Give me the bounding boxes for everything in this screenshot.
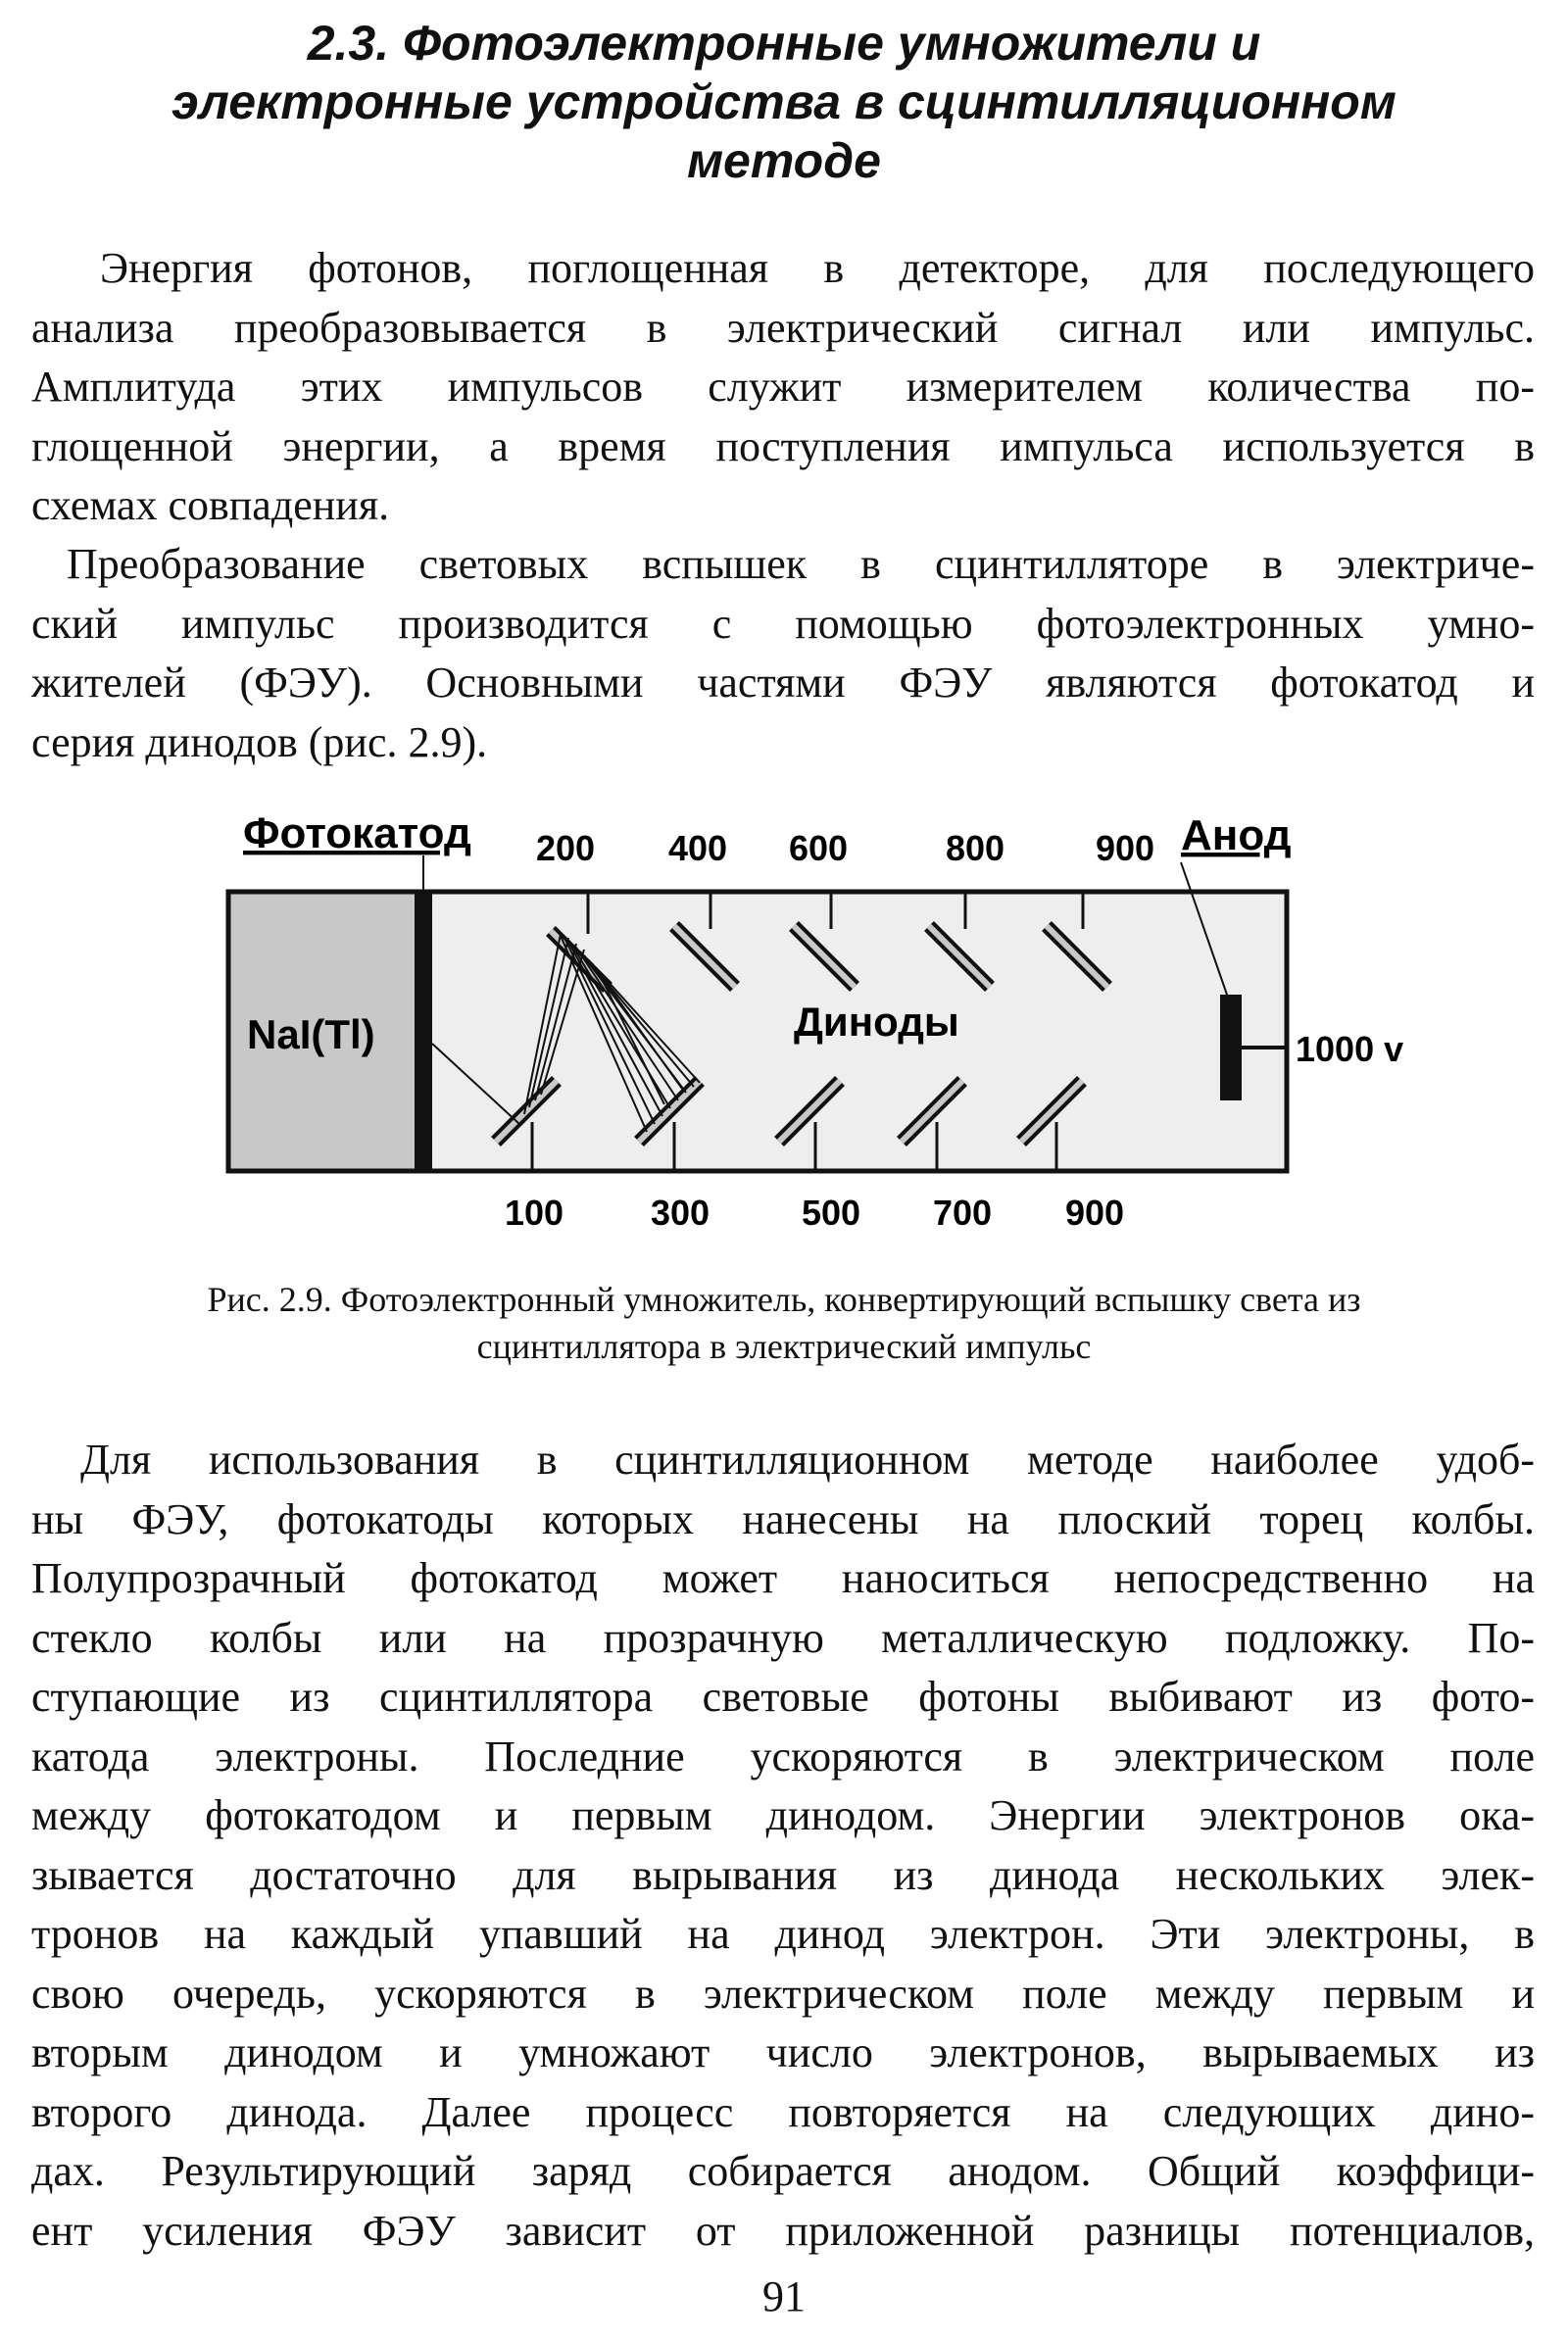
text-line: вторым динодом и умножают число электронов, вырываемых из [31,2028,1535,2076]
paragraph-intro [31,239,1535,536]
photocathode-bar [415,892,432,1171]
crystal-label: NaI(Tl) [247,1011,375,1057]
text-line: Преобразование световых вспышек в сцинтилляторе в электриче- [67,540,1535,588]
top-voltage-label: 900 [1095,828,1155,868]
heading-line-1: 2.3. Фотоэлектронные умножители и [307,16,1261,71]
figure-caption [59,1276,1509,1370]
paragraph-usage [31,1431,1535,2261]
caption-line-2: сцинтиллятора в электрический импульс [476,1327,1092,1366]
top-voltage-label: 400 [667,828,728,868]
caption-line-1: Рис. 2.9. Фотоэлектронный умножитель, конвертирующий вспышку света из [207,1280,1361,1319]
text-line: ны ФЭУ, фотокатоды которых нанесены на плоский торец колбы. [31,1494,1535,1543]
text-line: Для использования в сцинтилляционном методе наиболее удоб- [80,1436,1535,1484]
text-line: анализа преобразовывается в электрический сигнал или импульс. [31,303,1535,352]
text-line: Энергия фотонов, поглощенная в детекторе, для последующего [100,244,1535,292]
pmt-figure [216,808,1431,1249]
text-line: серия динодов (рис. 2.9). [31,717,488,766]
anode-label: Анод [1181,811,1292,859]
top-voltage-label: 200 [535,828,596,868]
text-line: жителей (ФЭУ). Основными частями ФЭУ являются фотокатод и [31,659,1535,707]
text-line: ступающие из сцинтиллятора световые фотоны выбивают из фото- [31,1673,1535,1721]
text-line: зывается достаточно для вырывания из динода нескольких элек- [31,1850,1535,1899]
bottom-voltage-label: 900 [1064,1193,1125,1233]
photocathode-label: Фотокатод [243,809,471,857]
bottom-voltage-label: 500 [801,1193,861,1233]
page-number: 91 [762,2272,806,2320]
text-line: Амплитуда этих импульсов служит измерителем количества по- [31,363,1535,411]
paragraph-conversion [31,535,1535,772]
anode-voltage: 1000 v [1296,1029,1404,1069]
top-voltage-label: 800 [945,828,1005,868]
heading-line-3: методе [687,133,881,188]
text-line: схемах совпадения. [31,481,390,529]
text-line: дах. Результирующий заряд собирается анодом. Общий коэффици- [31,2147,1535,2195]
text-line: Полупрозрачный фотокатод может наноситься непосредственно на [31,1554,1535,1602]
text-line: второго динода. Далее процесс повторяется на следующих дино- [31,2087,1535,2136]
text-line: ский импульс производится с помощью фотоэлектронных умно- [31,599,1535,648]
text-line: катода электроны. Последние ускоряются в электрическом поле [31,1732,1535,1781]
bottom-voltage-label: 100 [504,1193,564,1233]
top-voltage-label: 600 [788,828,849,868]
text-line: свою очередь, ускоряются в электрическом поле между первым и [31,1969,1535,2018]
dynodes-label: Диноды [794,999,959,1045]
text-line: между фотокатодом и первым динодом. Энергии электронов ока- [31,1791,1535,1839]
section-heading [59,14,1509,190]
heading-line-2: электронные устройства в сцинтилляционном [172,74,1396,129]
pmt-diagram [216,808,1431,1249]
text-line: глощенной энергии, а время поступления импульса используется в [31,421,1535,470]
text-line: стекло колбы или на прозрачную металлическую подложку. По- [31,1613,1535,1662]
text-line: тронов на каждый упавший на динод электрон. Эти электроны, в [31,1910,1535,1958]
anode-plate [1220,995,1242,1100]
text-line: ент усиления ФЭУ зависит от приложенной разницы потенциалов, [31,2206,1535,2255]
bottom-voltage-label: 300 [650,1193,710,1233]
bottom-voltage-label: 700 [932,1193,993,1233]
